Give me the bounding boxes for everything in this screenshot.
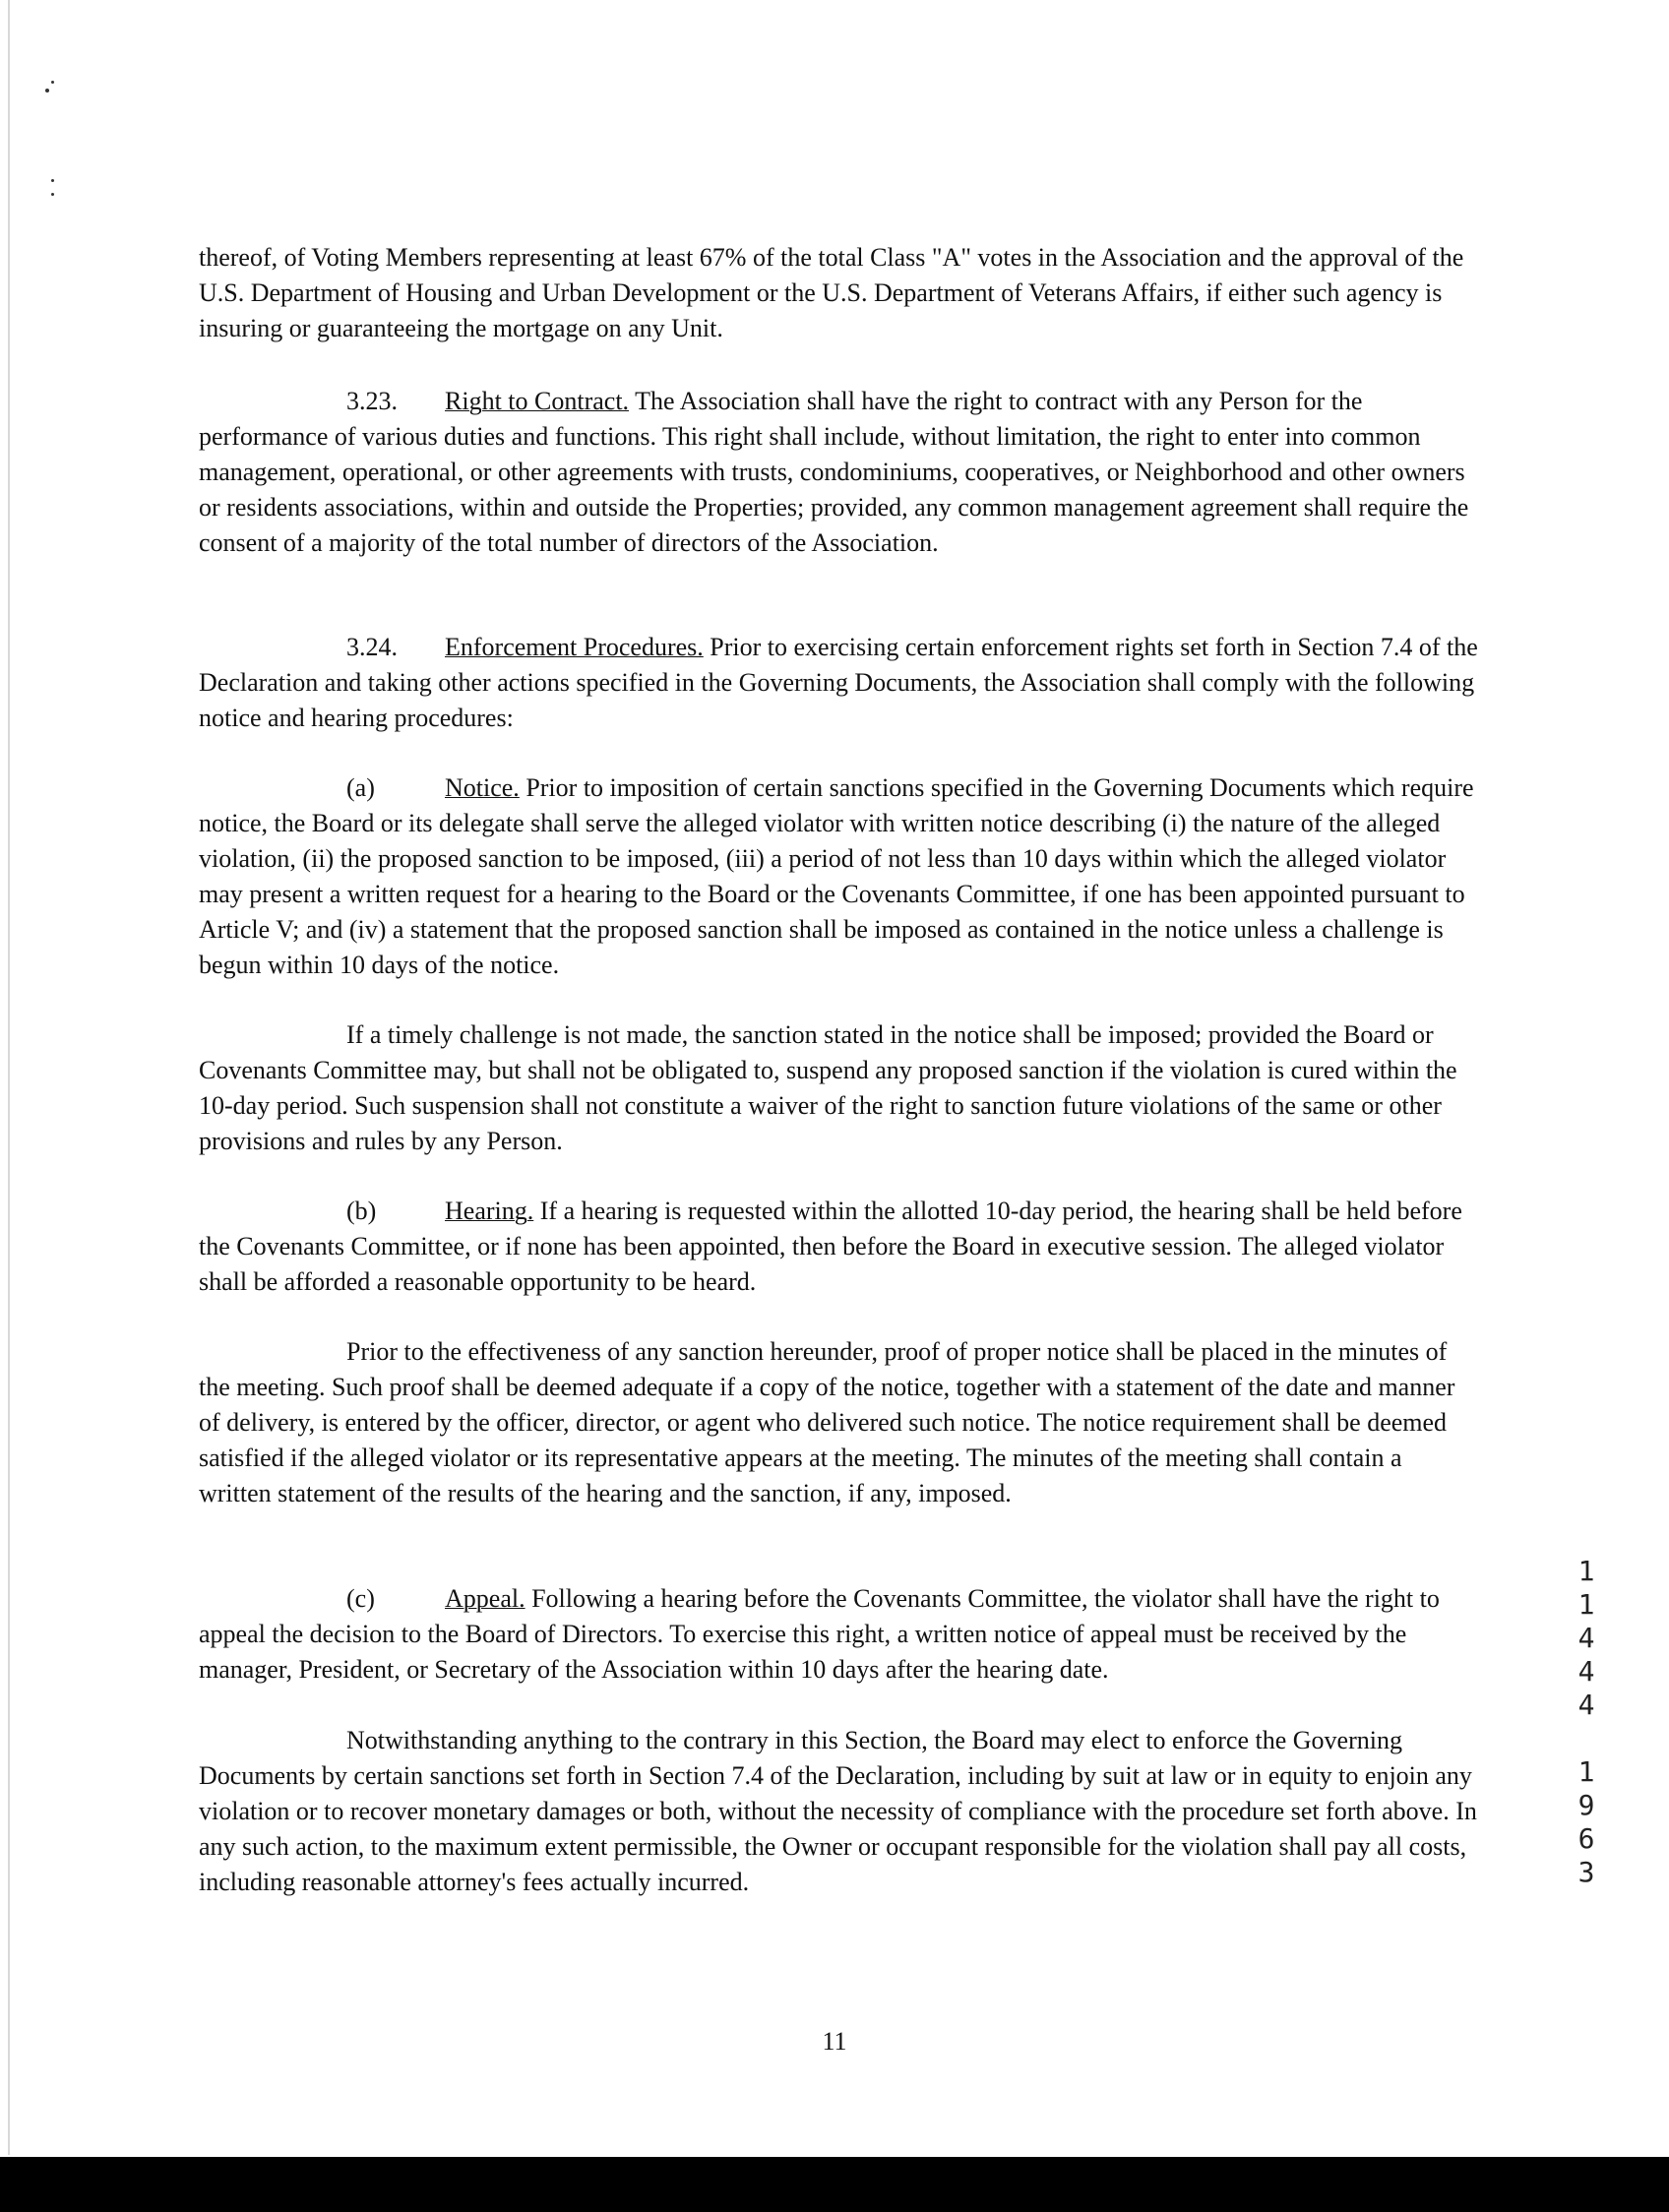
subsection-heading: Hearing. — [445, 1197, 534, 1225]
paragraph — [199, 770, 1478, 983]
scan-speck — [51, 81, 54, 84]
subsection-letter: (a) — [346, 773, 375, 802]
paragraph-text: If a hearing is requested within the allotted 10-day period, the hearing shall be held before the Covenants Committee, or if none has been appointed, then before the Board in executive session. The alleged violator shall be afforded a reasonable opportunity to be heard. — [199, 1197, 1462, 1296]
section-number: 3.24. — [346, 633, 398, 661]
scan-speck — [51, 193, 54, 196]
paragraph-text: Notwithstanding anything to the contrary in this Section, the Board may elect to enforce the Governing Documents by certain sanctions set forth in Section 7.4 of the Declaration, including by suit at law or in equity to enjoin any violation or to recover monetary damages or both, without the necessity of compliance with the procedure set forth above. In any such action, to the maximum extent permissible, the Owner or occupant responsible for the violation shall pay all costs, including reasonable attorney's fees actually incurred. — [199, 1726, 1477, 1896]
paragraph-text: Prior to the effectiveness of any sanction hereunder, proof of proper notice shall be placed in the minutes of the meeting. Such proof shall be deemed adequate if a copy of the notice, together with a statement of the date and manner of delivery, is entered by the officer, director, or agent who delivered such notice. The notice requirement shall be deemed satisfied if the alleged violator or its representative appears at the meeting. The minutes of the meeting shall contain a written statement of the results of the hearing and the sanction, if any, imposed. — [199, 1337, 1455, 1507]
section-3-23 — [199, 384, 1478, 561]
paragraph-text: The Association shall have the right to contract with any Person for the performance of various duties and functions. This right shall include, without limitation, the right to enter into common management, operational, or other agreements with trusts, condominiums, cooperatives, or Neighborhood and other owners or residents associations, within and outside the Properties; provided, any common management agreement shall require the consent of a majority of the total number of directors of the Association. — [199, 387, 1469, 557]
subsection-b — [199, 1194, 1478, 1300]
paragraph — [199, 1194, 1478, 1300]
subsection-heading: Appeal. — [445, 1584, 525, 1613]
margin-stamp: 1 1 4 4 4 1 9 6 3 — [1577, 1555, 1595, 1888]
scan-speck — [51, 179, 54, 182]
paragraph — [199, 384, 1478, 561]
paragraph-continuation — [199, 240, 1478, 346]
section-3-24 — [199, 630, 1478, 736]
subsection-letter: (c) — [346, 1584, 375, 1613]
paragraph-text: If a timely challenge is not made, the sanction stated in the notice shall be imposed; provided the Board or Covenants Committee may, but shall not be obligated to, suspend any proposed sanction if the violation is cured within the 10-day period. Such suspension shall not constitute a waiver of the right to sanction future violations of the same or other provisions and rules by any Person. — [199, 1020, 1457, 1155]
paragraph-text: Prior to exercising certain enforcement rights set forth in Section 7.4 of the Declaration and taking other actions specified in the Governing Documents, the Association shall comply with the following notice and hearing procedures: — [199, 633, 1478, 732]
page-number: 11 — [822, 2027, 847, 2056]
section-heading: Right to Contract. — [445, 387, 630, 415]
subsection-a — [199, 770, 1478, 983]
subsection-heading: Notice. — [445, 773, 520, 802]
subsection-c — [199, 1581, 1478, 1688]
paragraph — [199, 1581, 1478, 1688]
section-heading: Enforcement Procedures. — [445, 633, 704, 661]
scan-edge-line — [8, 0, 10, 2155]
scan-bottom-border — [0, 2157, 1669, 2212]
scan-speck — [45, 89, 49, 92]
paragraph-effectiveness — [199, 1334, 1478, 1511]
paragraph-challenge — [199, 1017, 1478, 1159]
paragraph-text: thereof, of Voting Members representing at least 67% of the total Class "A" votes in the Association and the approval of the U.S. Department of Housing and Urban Development or the U.S. Department of Veterans Affairs, if either such agency is insuring or guaranteeing the mortgage on any Unit. — [199, 243, 1464, 342]
paragraph — [199, 630, 1478, 736]
paragraph-notwithstanding — [199, 1723, 1478, 1900]
subsection-letter: (b) — [346, 1197, 377, 1225]
paragraph-text: Prior to imposition of certain sanctions specified in the Governing Documents which require notice, the Board or its delegate shall serve the alleged violator with written notice describing (i) the nature of the alleged violation, (ii) the proposed sanction to be imposed, (iii) a period of not less than 10 days within which the alleged violator may present a written request for a hearing to the Board or the Covenants Committee, if one has been appointed pursuant to Article V; and (iv) a statement that the proposed sanction shall be imposed as contained in the notice unless a challenge is begun within 10 days of the notice. — [199, 773, 1474, 979]
section-number: 3.23. — [346, 387, 398, 415]
paragraph-text: Following a hearing before the Covenants Committee, the violator shall have the right to appeal the decision to the Board of Directors. To exercise this right, a written notice of appeal must be received by the manager, President, or Secretary of the Association within 10 days after the hearing date. — [199, 1584, 1440, 1684]
